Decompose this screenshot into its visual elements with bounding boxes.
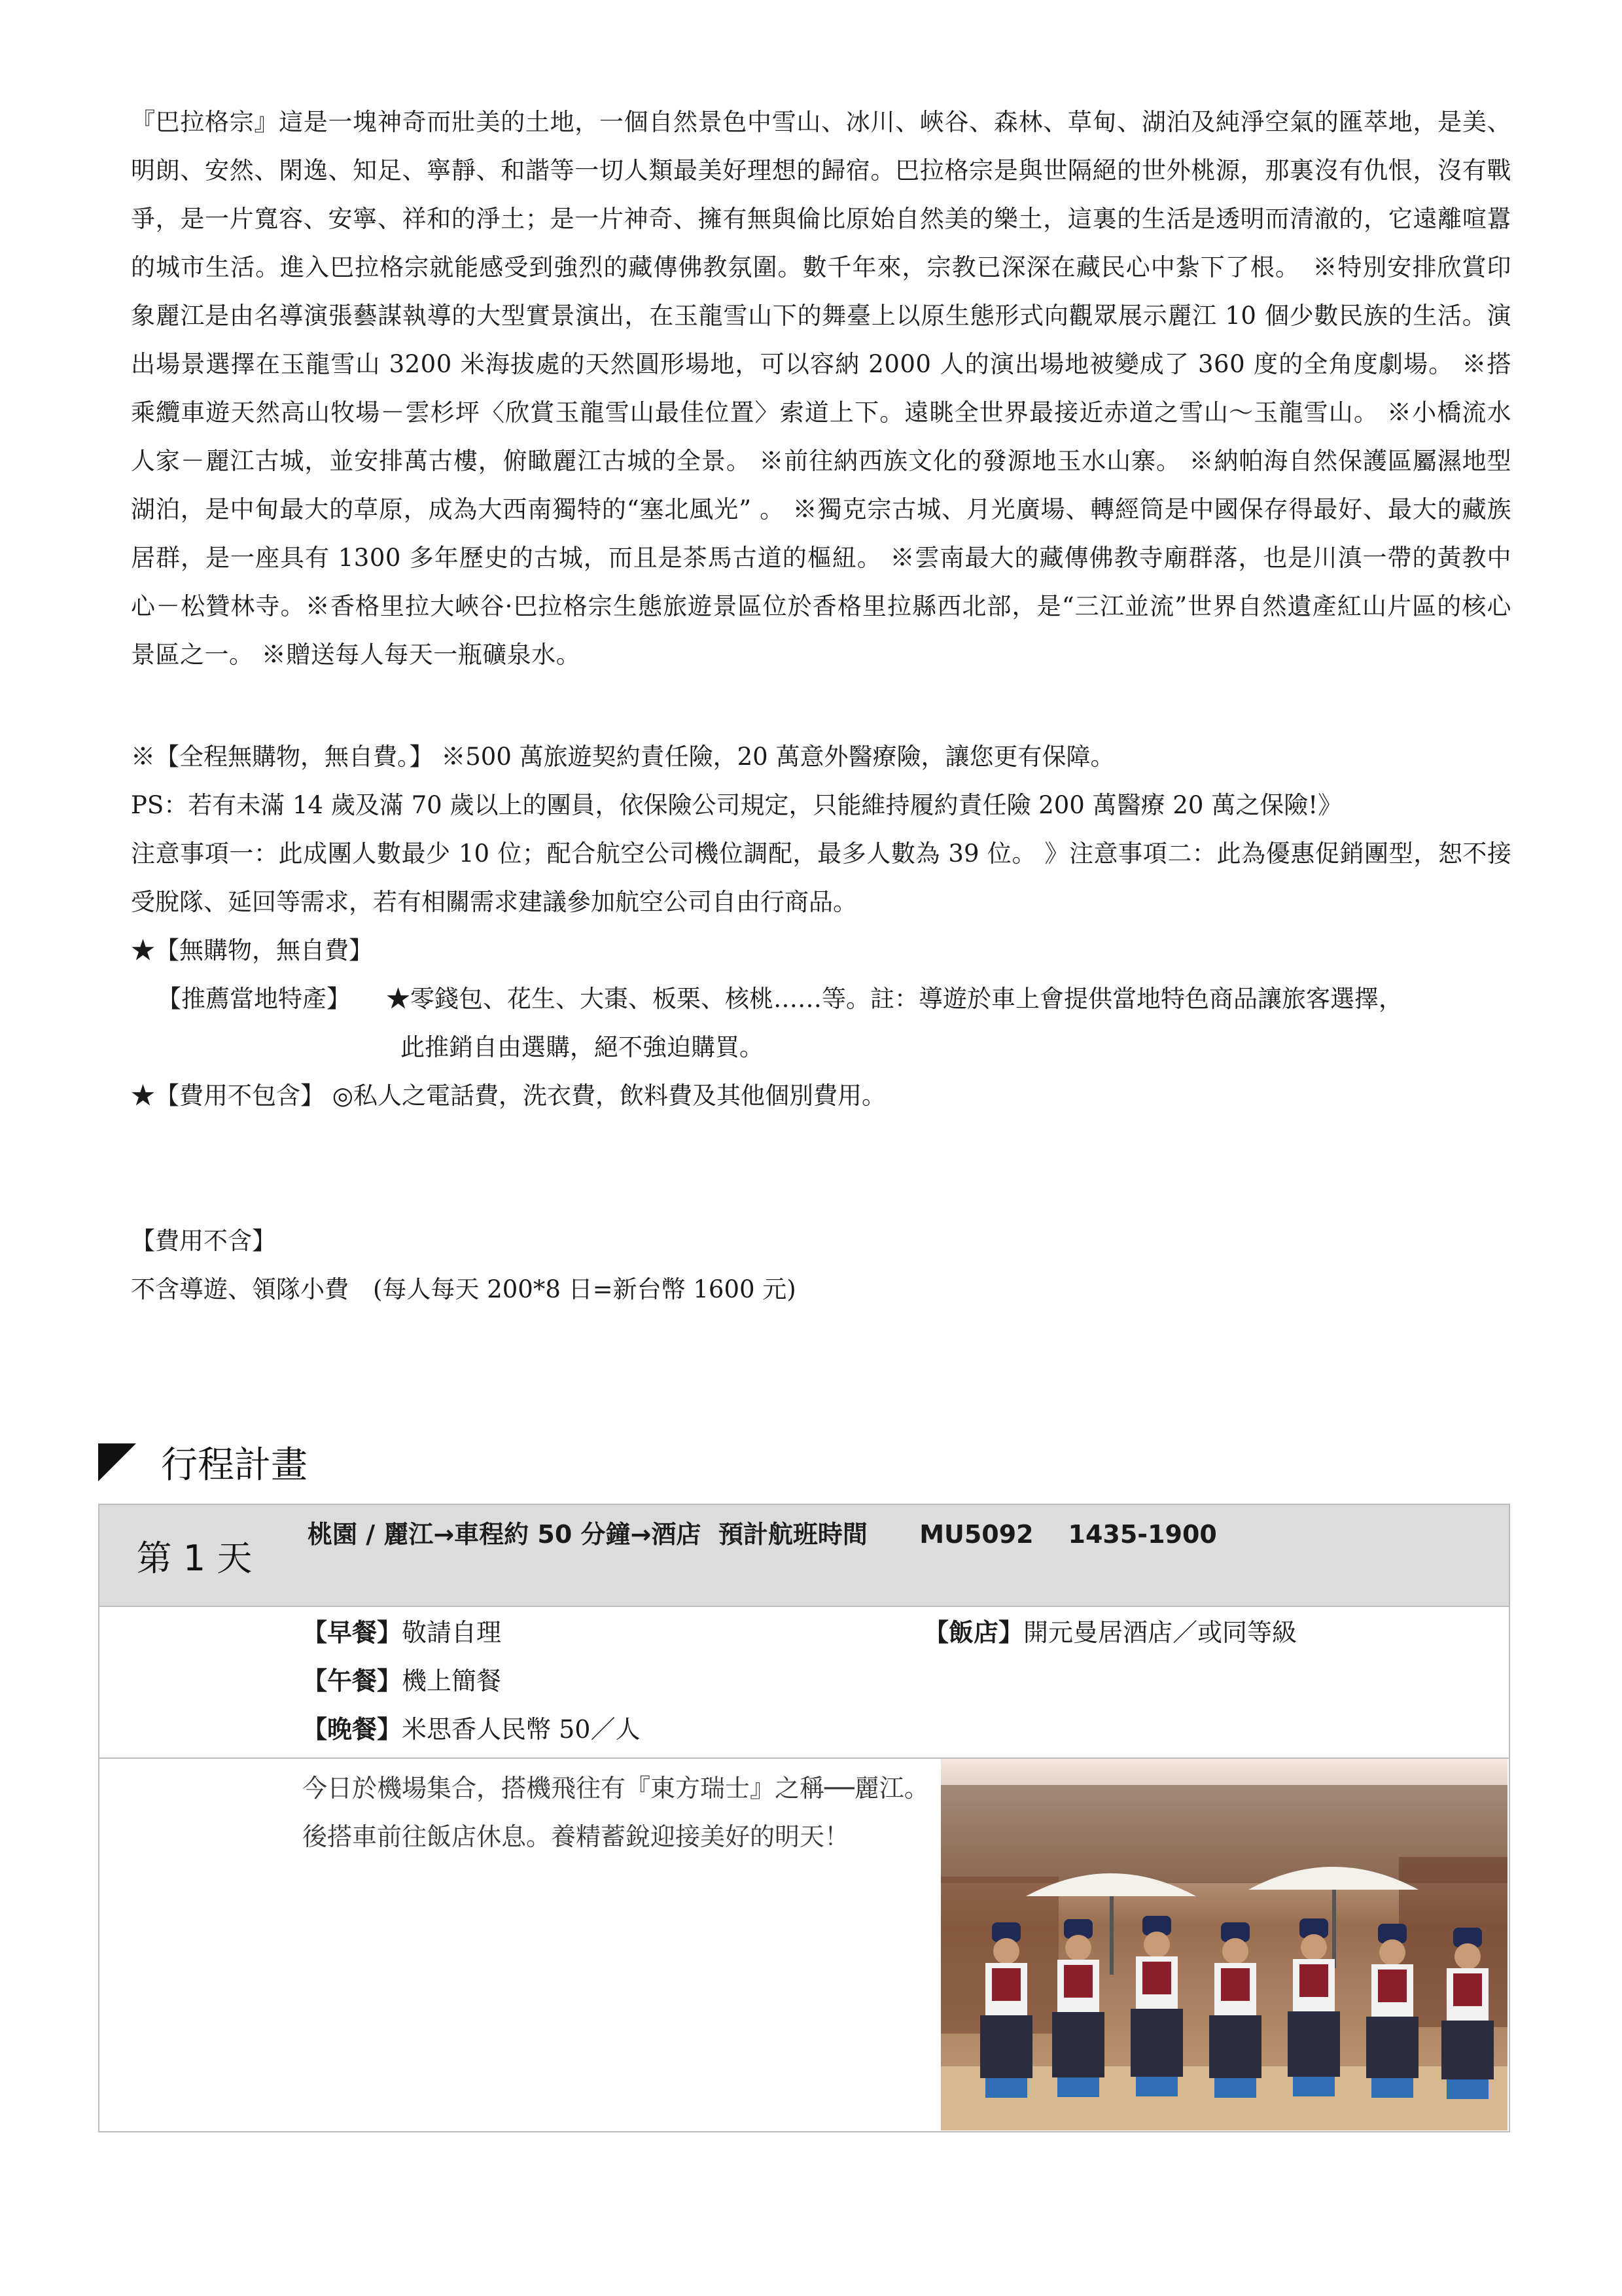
fees-text: 不含導遊、領隊小費 (每人每天 200*8 日=新台幣 1600 元) <box>131 1275 796 1303</box>
breakfast-line <box>302 1608 501 1657</box>
specialty-text: ★零錢包、花生、大棗、板栗、核桃……等。註：導遊於車上會提供當地特色商品讓旅客選擇， <box>386 985 1403 1013</box>
breakfast-label: 【早餐】 <box>302 1617 402 1647</box>
route-text: 桃園 / 麗江→車程約 50 分鐘→酒店 預計航班時間 MU5092 1435-1900 <box>308 1520 1217 1549</box>
itinerary-header-row <box>99 1505 1509 1607</box>
notice-text: 注意事項一：此成團人數最少 10 位；配合航空公司機位調配，最多人數為 39 位。 》注意事項二：此為優惠促銷團型，恕不接受脫隊、延回等需求，若有相關需求建議參加航空公司自由行商品。 <box>131 839 1511 916</box>
lunch-value: 機上簡餐 <box>402 1667 502 1695</box>
ps-line: PS：若有未滿 14 歲及滿 70 歲以上的團員，依保險公司規定，只能維持履約責任險 200 萬醫療 20 萬之保險!》 <box>131 791 1343 819</box>
dinner-line <box>302 1705 640 1754</box>
itinerary-table <box>98 1504 1510 2132</box>
dinner-label: 【晚餐】 <box>302 1714 402 1744</box>
day-label: 第 1 天 <box>136 1537 253 1579</box>
lunch-label: 【午餐】 <box>302 1666 402 1695</box>
specialty-label: 【推薦當地特產】 <box>157 985 351 1013</box>
photo-illustration <box>941 1759 1507 2130</box>
breakfast-value: 敬請自理 <box>402 1618 502 1647</box>
section-title <box>98 1433 308 1492</box>
day-description: 今日於機場集合，搭機飛往有『東方瑞士』之稱──麗江。後搭車前往飯店休息。養精蓄銳迎接美好的明天！ <box>302 1774 929 1851</box>
triangle-bullet-icon <box>98 1443 136 1481</box>
fees-heading: 【費用不含】 <box>131 1227 276 1255</box>
exclusion-line: ★【費用不包含】 ◎私人之電話費，洗衣費，飲料費及其他個別費用。 <box>131 1082 887 1110</box>
lunch-line <box>302 1657 501 1705</box>
intro-paragraph: 『巴拉格宗』這是一塊神奇而壯美的土地，一個自然景色中雪山、冰川、峽谷、森林、草甸、湖泊及純淨空氣的匯萃地，是美、明朗、安然、閑逸、知足、寧靜、和諧等一切人類最美好理想的歸宿。巴拉格宗是與世隔絕的世外桃源，那裏沒有仇恨，沒有戰爭，是一片寬容、安寧、祥和的淨土；是一片神奇、擁有無與倫比原始自然美的樂土，這裏的生活是透明而清澈的，它遠離喧囂的城市生活。進入巴拉格宗就能感受到強烈的藏傳佛教氛圍。數千年來，宗教已深深在藏民心中紮下了根。 ※特別安排欣賞印象麗江是由名導演張藝謀執導的大型實景演出，在玉龍雪山下的舞臺上以原生態形式向觀眾展示麗江 10 個少數民族的生活。演出場景選擇在玉龍雪山 3200 米海拔處的天然圓形場地，可以容納 2000 人的演出場地被變成了 360 度的全角度劇場。 ※搭乘纜車遊天然高山牧場－雲杉坪〈欣賞玉龍雪山最佳位置〉索道上下。遠眺全世界最接近赤道之雪山～玉龍雪山。 ※小橋流水人家－麗江古城，並安排萬古樓，俯瞰麗江古城的全景。 ※前往納西族文化的發源地玉水山寨。 ※納帕海自然保護區屬濕地型湖泊，是中甸最大的草原，成為大西南獨特的“塞北風光” 。 ※獨克宗古城、月光廣場、轉經筒是中國保存得最好、最大的藏族居群，是一座具有 1300 多年歷史的古城，而且是茶馬古道的樞紐。 ※雲南最大的藏傳佛教寺廟群落，也是川滇一帶的黃教中心－松贊林寺。※香格里拉大峽谷·巴拉格宗生態旅遊景區位於香格里拉縣西北部，是“三江並流”世界自然遺產紅山片區的核心景區之一。 ※贈送每人每天一瓶礦泉水。 <box>131 108 1511 669</box>
naxi-dancers-photo <box>941 1759 1507 2130</box>
meals-row <box>99 1606 1509 1759</box>
hotel-label: 【飯店】 <box>924 1617 1024 1647</box>
dinner-value: 米思香人民幣 50／人 <box>402 1715 641 1744</box>
section-title-text: 行程計畫 <box>161 1444 308 1487</box>
specialty-text-cont: 此推銷自由選購，絕不強迫購買。 <box>400 1033 764 1061</box>
hotel-value: 開元曼居酒店／或同等級 <box>1023 1618 1297 1647</box>
star-no-shopping: ★【無購物，無自費】 <box>131 936 373 964</box>
no-shopping-line: ※【全程無購物，無自費。】 ※500 萬旅遊契約責任險，20 萬意外醫療險，讓您更有保障。 <box>131 743 1115 771</box>
hotel-line <box>924 1608 1297 1657</box>
